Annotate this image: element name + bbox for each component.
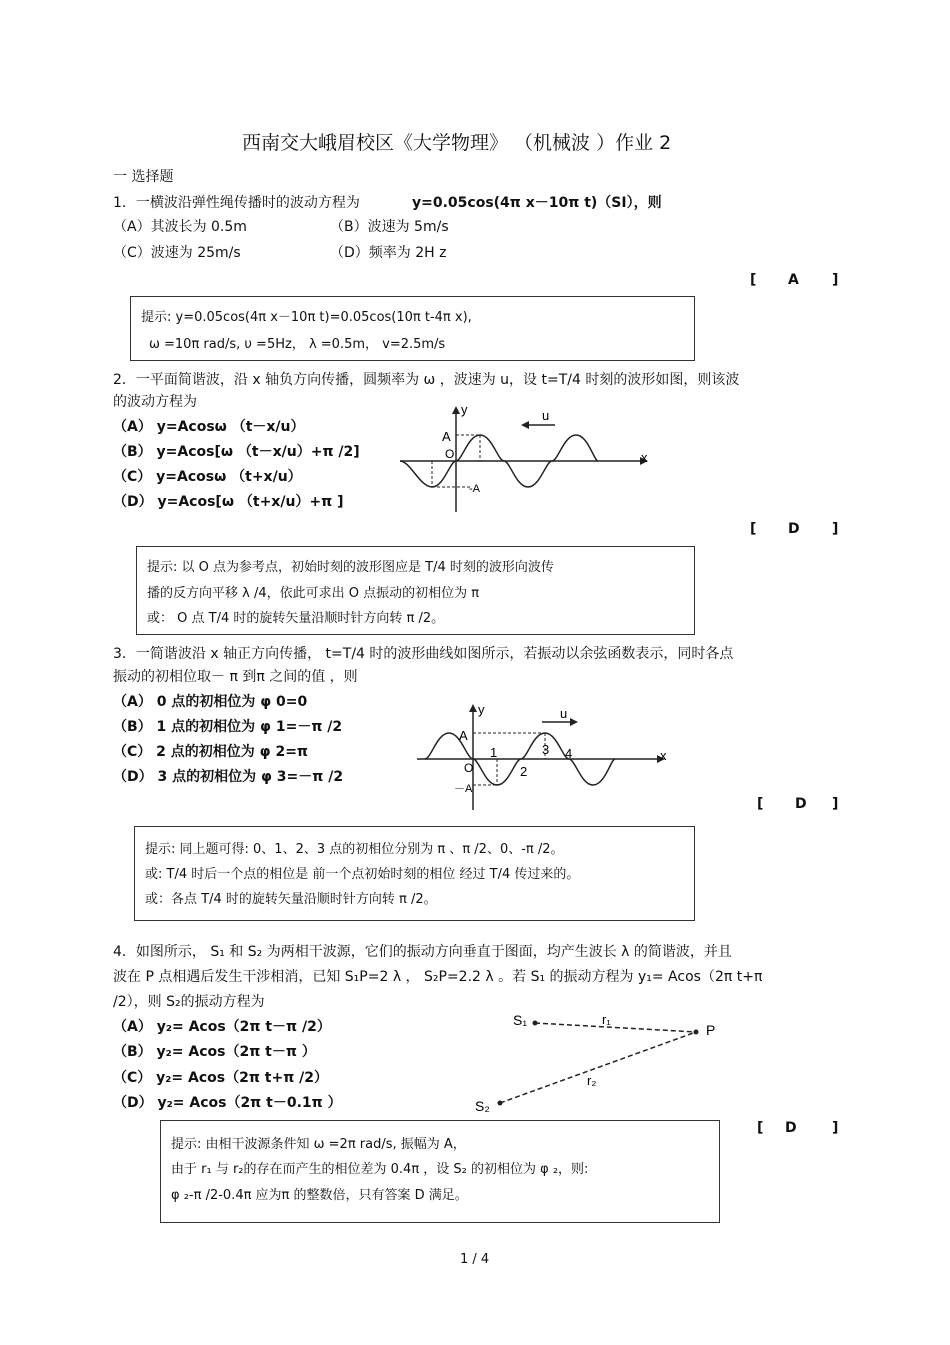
q3-wave-figure (412, 698, 682, 816)
q2-stem-line-2: 的波动方程为 (113, 394, 197, 410)
q1-option-d: （D）频率为 2H z (330, 245, 447, 261)
q3-y-arrow (469, 704, 477, 712)
q4-stem-line-1: 4．如图所示， S₁ 和 S₂ 为两相干波源，它们的振动方向垂直于图面，均产生波长 λ 的简谐波，并且 (113, 944, 732, 960)
q3-label-point-4: 4 (565, 746, 573, 761)
q4-label-p: P (706, 1022, 716, 1038)
q4-sources-figure (470, 1005, 730, 1117)
q2-label-a: A (442, 429, 451, 444)
q3-label-u: u (560, 706, 568, 721)
q2-label-x: x (641, 450, 648, 465)
q3-option-a: （A） 0 点的初相位为 φ 0=0 (113, 694, 308, 710)
q2-y-arrow (452, 406, 460, 414)
q4-hint-line-2: 由于 r₁ 与 r₂的存在而产生的相位差为 0.4π ，设 S₂ 的初相位为 φ ₂，则: (171, 1162, 589, 1177)
q3-answer-value: D (795, 796, 807, 812)
q4-hint-box (160, 1120, 720, 1223)
q2-label-y: y (461, 402, 468, 417)
q2-label-o: O (445, 447, 455, 461)
q4-r1-line (535, 1023, 696, 1032)
q1-equation: y=0.05cos(4π x－10π t)（SI），则 (412, 195, 662, 211)
q2-answer: [ D ] (750, 521, 839, 537)
q2-hint-line-3: 或： O 点 T/4 时的旋转矢量沿顺时针方向转 π /2。 (147, 611, 445, 626)
q2-wave-figure (395, 400, 660, 515)
q3-label-nega: －A (454, 783, 473, 795)
q3-option-d: （D） 3 点的初相位为 φ 3=－π /2 (113, 769, 344, 785)
q4-p-point (694, 1030, 699, 1035)
q2-answer-value: D (788, 521, 800, 537)
q4-answer: [ D ] (757, 1120, 839, 1136)
q4-option-a: （A） y₂= Acos（2π t－π /2） (113, 1019, 331, 1035)
q2-option-a: （A） y=Acosω （t－x/u） (113, 419, 305, 435)
q4-r2-line (500, 1032, 696, 1103)
q4-hint-line-3: φ ₂-π /2-0.4π 应为π 的整数倍，只有答案 D 满足。 (171, 1188, 468, 1203)
q3-u-arrowhead (570, 718, 578, 726)
q2-hint-line-2: 播的反方向平移 λ /4，依此可求出 O 点振动的初相位为 π (147, 586, 480, 601)
q3-hint-box (134, 826, 695, 921)
q2-option-c: （C） y=Acosω （t+x/u） (113, 469, 302, 485)
q4-stem-line-2: 波在 P 点相遇后发生干涉相消，已知 S₁P=2 λ ， S₂P=2.2 λ 。若 S₁ 的振动方程为 y₁= Acos（2π t+π (113, 969, 763, 985)
q3-option-c: （C） 2 点的初相位为 φ 2=π (113, 744, 309, 760)
q4-label-r2: r₂ (587, 1073, 597, 1088)
q3-label-x: x (660, 748, 667, 763)
section-heading: 一 选择题 (113, 169, 174, 185)
page-title: 西南交大峨眉校区《大学物理》 （机械波 ）作业 2 (242, 132, 672, 154)
q2-stem-line-1: 2．一平面简谐波，沿 x 轴负方向传播，圆频率为 ω ，波速为 u，设 t=T/4 时刻的波形如图，则该波 (113, 372, 740, 388)
q4-s1-point (533, 1021, 538, 1026)
q3-label-o: O (464, 761, 474, 775)
q1-stem: 1．一横波沿弹性绳传播时的波动方程为 (113, 195, 360, 211)
q2-u-arrowhead (521, 421, 529, 429)
q3-option-b: （B） 1 点的初相位为 φ 1=－π /2 (113, 719, 343, 735)
q4-label-r1: r₁ (602, 1012, 611, 1027)
q1-option-c: （C）波速为 25m/s (113, 245, 241, 261)
q4-option-d: （D） y₂= Acos（2π t－0.1π ） (113, 1095, 342, 1111)
q2-option-d: （D） y=Acos[ω （t+x/u）+π ] (113, 494, 344, 510)
q2-hint-box (136, 546, 695, 635)
q1-answer: [ A ] (750, 272, 839, 288)
q2-label-nega: -A (469, 483, 480, 495)
q3-stem-line-1: 3．一简谐波沿 x 轴正方向传播， t=T/4 时的波形曲线如图所示，若振动以余弦函数表示，同时各点 (113, 646, 734, 662)
q3-label-y: y (478, 702, 485, 717)
page-number: 1 / 4 (460, 1252, 490, 1267)
q1-hint-line-2: ω =10π rad/s, υ =5Hz， λ =0.5m， v=2.5m/s (149, 337, 446, 352)
q1-hint-line-1: 提示: y=0.05cos(4π x－10π t)=0.05cos(10π t-4π x), (141, 310, 472, 325)
q3-hint-line-3: 或：各点 T/4 时的旋转矢量沿顺时针方向转 π /2。 (145, 892, 437, 907)
q3-label-point-1: 1 (490, 745, 498, 760)
q4-hint-line-1: 提示: 由相干波源条件知 ω =2π rad/s, 振幅为 A， (171, 1137, 466, 1152)
q1-option-a: （A）其波长为 0.5m (113, 219, 247, 235)
q3-label-point-3: 3 (542, 742, 550, 757)
q3-stem-line-2: 振动的初相位取－ π 到π 之间的值 ，则 (113, 669, 358, 685)
q2-label-u: u (542, 408, 550, 423)
q3-answer: [ D ] (757, 796, 839, 812)
q3-label-point-2: 2 (520, 764, 528, 779)
q4-label-s2: S₂ (475, 1098, 490, 1114)
q4-stem-line-3: /2），则 S₂的振动方程为 (113, 994, 265, 1010)
q4-s2-point (498, 1101, 503, 1106)
q2-hint-line-1: 提示: 以 O 点为参考点，初始时刻的波形图应是 T/4 时刻的波形向波传 (147, 560, 554, 575)
q3-hint-line-1: 提示: 同上题可得: 0、1、2、3 点的初相位分别为 π 、π /2、0、-π /2。 (145, 842, 564, 857)
q4-option-c: （C） y₂= Acos（2π t+π /2） (113, 1070, 329, 1086)
q4-label-s1: S₁ (513, 1012, 528, 1028)
q1-hint-box (130, 296, 695, 361)
q4-answer-value: D (785, 1120, 797, 1136)
q3-hint-line-2: 或: T/4 时后一个点的相位是 前一个点初始时刻的相位 经过 T/4 传过来的。 (145, 867, 580, 882)
q1-answer-value: A (788, 272, 799, 288)
q3-label-a: A (459, 728, 468, 743)
q2-option-b: （B） y=Acos[ω （t－x/u）+π /2] (113, 444, 360, 460)
q1-option-b: （B）波速为 5m/s (330, 219, 449, 235)
q4-option-b: （B） y₂= Acos（2π t－π ） (113, 1044, 316, 1060)
